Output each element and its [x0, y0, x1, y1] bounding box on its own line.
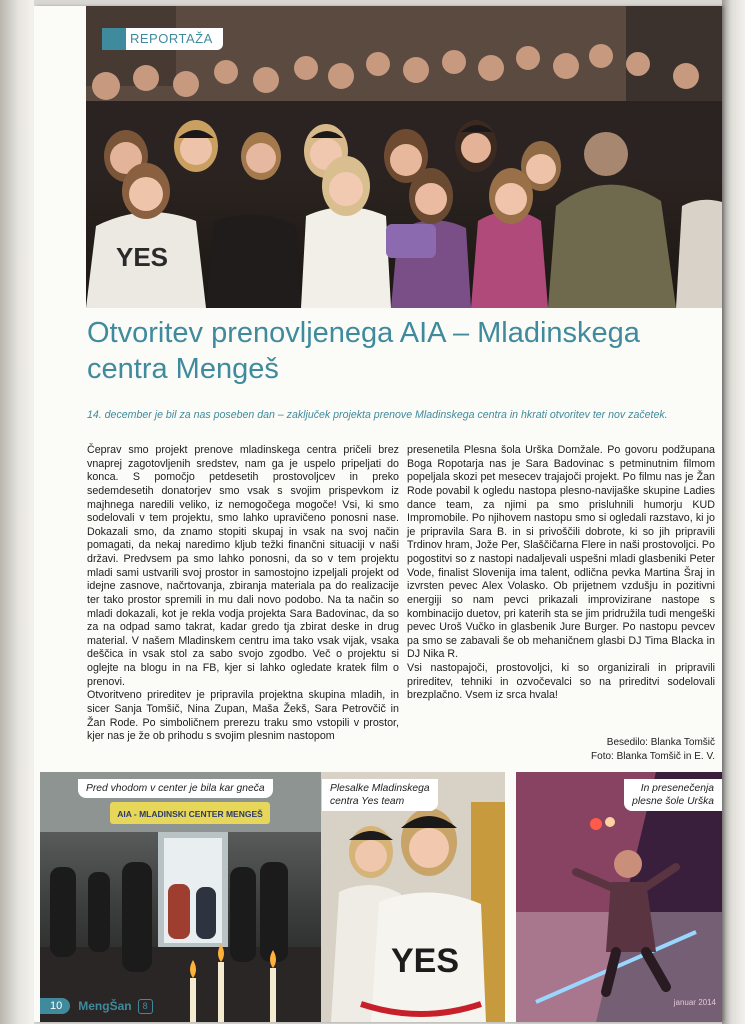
- caption-dancers: [322, 779, 438, 811]
- crowd-illustration: [86, 6, 722, 308]
- issue-date: januar 2014: [673, 998, 716, 1007]
- photo-credit: Foto: Blanka Tomšič in E. V.: [591, 751, 715, 762]
- body-column-left: [87, 444, 399, 744]
- caption-dancers-line2: centra Yes team: [330, 796, 405, 807]
- page-footer: [40, 996, 220, 1016]
- hero-photo-crowd: [86, 6, 722, 308]
- body-paragraph: Vsi nastopajoči, prostovoljci, ki so organizirali in pripravili prireditev, tehniki in ozvočevalci so na prireditvi sodelovali brezplačno. Vsem iz srca hvala!: [407, 662, 715, 702]
- svg-text:AIA - MLADINSKI CENTER MENGEŠ: AIA - MLADINSKI CENTER MENGEŠ: [117, 809, 263, 819]
- caption-entrance: Pred vhodom v center je bila kar gneča: [78, 779, 273, 798]
- caption-dance-school-line2: plesne šole Urška: [632, 796, 714, 807]
- section-tag-square: [102, 28, 126, 50]
- magazine-logo-icon: 8: [138, 999, 153, 1014]
- magazine-page: [34, 6, 722, 1022]
- article-credits: [514, 736, 715, 764]
- text-credit: Besedilo: Blanka Tomšič: [606, 737, 715, 748]
- svg-text:YES: YES: [116, 242, 169, 272]
- body-column-right: [407, 444, 715, 703]
- body-paragraph: Čeprav smo projekt prenove mladinskega centra pričeli brez vnaprej zagotovljenih sredstev, nam ga je uspelo pripeljati do konca. S pomočjo petdesetih prostovoljcev in preko sedemdesetih donatorjev smo vsak s svojim prispevkom iz majhnega naredili veliko, iz nemogočega mogoče! Vsi, ki smo sodelovali v tem projektu, smo lahko upravičeno ponosni nase. Dokazali smo, da znamo stopiti skupaj in vsak na svoj način pomagati, da nekaj naredimo kljub težki finančni situaciji v naši državi. Predvsem pa smo lahko ponosni, da so v tem projektu mladi sami ustvarili svoj prostor in samostojno izpeljali projekt od idejne zasnove, načrtovanja, zbiranja materiala pa do realizacije ter tako prostor spremili in mu dali novo podobo. Na ta način so mladi dokazali, kot je rekla vodja projekta Sara Badovinac, da so za na odpad samo takrat, kadar gredo tja zbirat deske in drug material. V našem Mladinskem centru ima tako vsak vijak, vsaka deščica in vsak stol za sabo svojo zgodbo. Več o projektu si oglejte na blogu in na FB, kjer si lahko ogledate kratek film o prenovi.: [87, 444, 399, 688]
- magazine-name: MengŠan: [78, 999, 132, 1013]
- caption-dancers-line1: Plesalke Mladinskega: [330, 783, 430, 794]
- scan-binding-edge: [0, 0, 34, 1024]
- page-number: 10: [40, 998, 70, 1014]
- entrance-illustration: [40, 772, 322, 1022]
- body-paragraph: Otvoritveno prireditev je pripravila projektna skupina mladih, in sicer Sanja Tomšič, Nina Zupan, Maša Žekš, Sara Petrovčič in Žan Rode. Po simboličnem prerezu traku smo vstopili v prostor, kjer nas je že ob prihodu s svojim plesnim nastopom: [87, 689, 399, 743]
- scan-right-edge: [722, 0, 745, 1024]
- caption-dance-school: [624, 779, 722, 811]
- photo-entrance-crowd: [40, 772, 322, 1022]
- section-tag-label: REPORTAŽA: [126, 28, 223, 50]
- article-headline: Otvoritev prenovljenega AIA – Mladinskega centra Mengeš: [87, 317, 640, 385]
- article-lead: 14. december je bil za nas poseben dan – zaključek projekta prenove Mladinskega centra in hkrati otvoritev ter nov začetek.: [87, 409, 668, 421]
- section-tag: [102, 28, 223, 50]
- svg-text:YES: YES: [391, 942, 460, 980]
- caption-dance-school-line1: In presenečenja: [640, 783, 714, 794]
- body-paragraph: presenetila Plesna šola Urška Domžale. Po govoru podžupana Boga Ropotarja nas je Sara Badovinac s petminutnim filmom popeljala skozi pet mesecev trajajoči projekt. Po filmu nas je Žan Rode povabil k ogledu nastopa plesno-navijaške skupine Ladies dance team, za njimi pa smo prisluhnili humorju KUD Impromobile. Po njihovem nastopu smo si ogledali razstavo, ki jo je pripravila Sara B. in si privoščili dobrote, ki so jih pripravili Trdinov hram, Jože Per, Slaščičarna Flere in naši prostovoljci. Po pogostitvi so z nastopi nadaljevali uspešni mladi glasbeniki Peter Vode, finalist Slovenija ima talent, odlična pevka Martina Šraj in izvrsten pevec Alex Volasko. Ob prijetnem vzdušju in pozitivni energiji so nam pevci prikazali improvizirane nastope s kombinacijo duetov, pri katerih sta se jim pridružila tudi mengeški pevec Uroš Vučko in glasbenik Jure Burger. Po nastopu pevcev pa smo se zabavali še ob mehaničnem glasbi DJ Tima Blacka in DJ Nika R.: [407, 444, 715, 661]
